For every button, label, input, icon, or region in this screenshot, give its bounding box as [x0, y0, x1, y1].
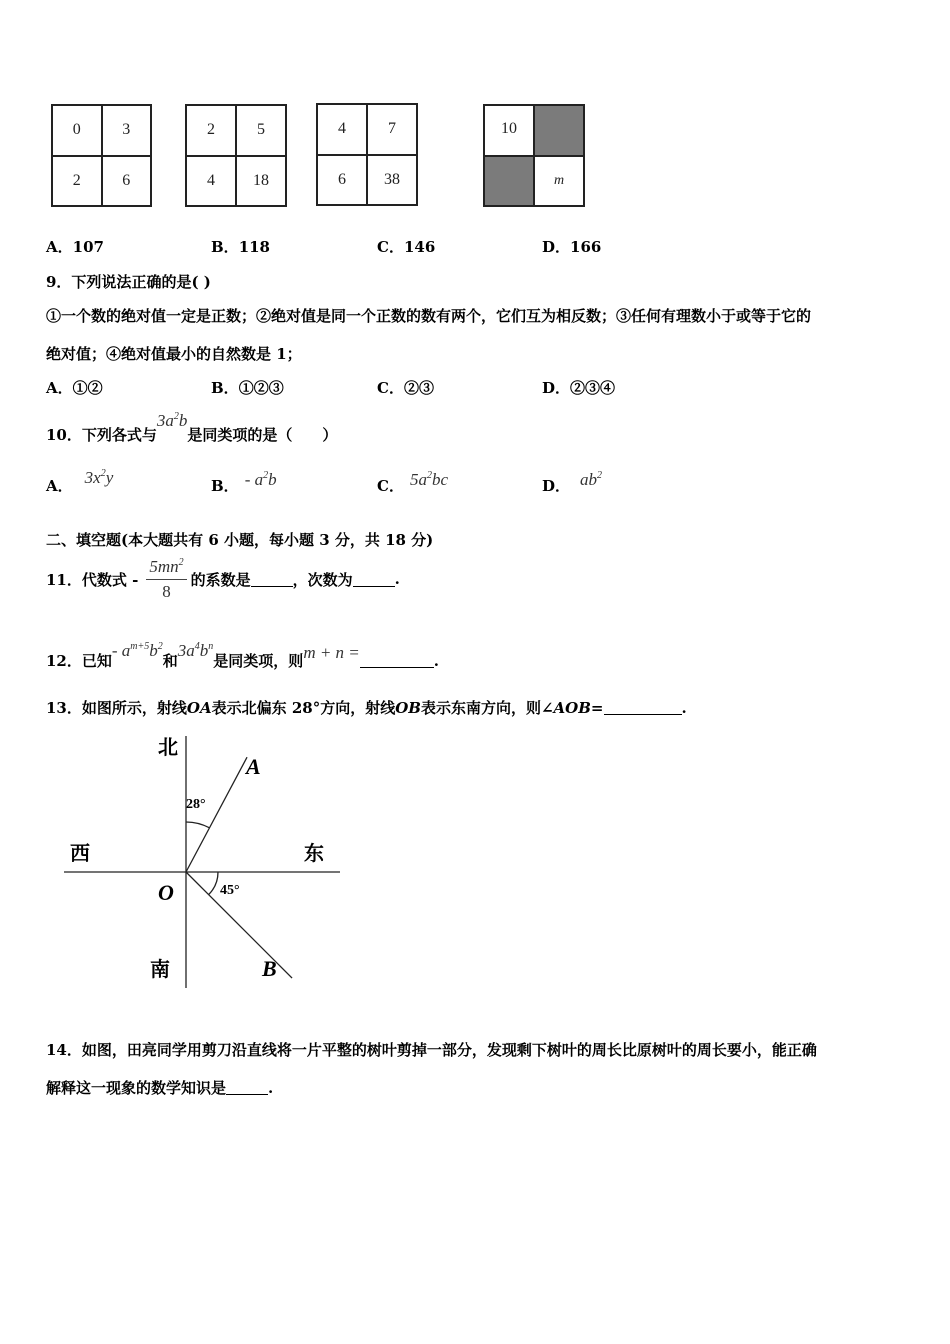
question-9-title: 9．下列说法正确的是( ) [46, 273, 211, 291]
term-exponent: m+5 [130, 641, 150, 652]
grid-cell: 10 [484, 105, 534, 156]
option-label: B． [211, 379, 239, 397]
option-value: 146 [403, 238, 436, 256]
grid-cell: 4 [317, 104, 367, 155]
expr-exponent: 2 [263, 470, 269, 481]
numerator-exponent: 2 [178, 556, 184, 568]
grid-cell: 18 [236, 156, 286, 207]
q13-end: . [681, 699, 687, 717]
term-exponent: 2 [157, 641, 163, 652]
q13-text: = [590, 699, 604, 717]
answer-blank[interactable] [353, 572, 395, 587]
term-base: 3a [177, 641, 195, 660]
expr-base: 3a [156, 411, 174, 430]
compass-direction-figure [60, 730, 350, 992]
option-label: B． [211, 238, 239, 256]
question-14-line2 [46, 1077, 273, 1098]
expr-tail: y [105, 468, 114, 487]
expr-base: - a [244, 470, 264, 489]
q13-text: 表示东南方向，则∠ [420, 699, 554, 717]
section-2-title: 二、填空题(本大题共有 6 小题，每小题 3 分，共 18 分) [46, 531, 434, 549]
numerator-text: 5mn [149, 556, 179, 576]
term-tail: b [199, 641, 209, 660]
option-b[interactable] [211, 236, 270, 257]
expr-tail: bc [431, 470, 448, 489]
q13-text: 表示北偏东 28°方向，射线 [211, 699, 396, 717]
option-value: ①② [72, 379, 103, 397]
q12-mid: 是同类项，则 [213, 652, 304, 670]
label-south: 南 [150, 957, 170, 981]
q11-suffix: 的系数是 [190, 570, 251, 589]
option-value: 118 [238, 238, 270, 256]
angle-arc-28 [186, 822, 209, 828]
q12-prefix: 12．已知 [46, 652, 112, 670]
label-north: 北 [158, 735, 178, 759]
number-grid-2 [185, 104, 287, 207]
option-label: D． [542, 379, 571, 397]
option-value: ①②③ [238, 379, 284, 397]
option-expression [580, 470, 602, 489]
expr-tail: b [178, 411, 188, 430]
question-11 [46, 555, 400, 603]
expr-exponent: 2 [426, 470, 432, 481]
angle-arc-45 [209, 872, 218, 895]
answer-blank[interactable] [226, 1080, 268, 1095]
question-9-body-line2: 绝对值；④绝对值最小的自然数是 1； [46, 345, 302, 363]
ray-oa-label: OA [186, 699, 212, 717]
label-point-b: B [262, 956, 277, 981]
option-label: C． [377, 379, 404, 397]
q12-term-2 [178, 641, 214, 660]
term-base: - a [111, 641, 131, 660]
label-east: 东 [304, 841, 324, 865]
q9-option-c[interactable] [377, 377, 434, 398]
answer-blank[interactable] [360, 653, 434, 668]
option-c[interactable] [377, 236, 435, 257]
label-point-a: A [246, 754, 261, 779]
label-point-o: O [158, 880, 174, 905]
option-expression [85, 468, 114, 487]
option-a[interactable] [46, 236, 104, 257]
grid-cell: 5 [236, 105, 286, 156]
question-13 [46, 697, 687, 718]
expr-exponent: 2 [173, 411, 179, 422]
option-label: A． [46, 379, 73, 397]
term-tail: b [149, 641, 158, 660]
q14-text: 解释这一现象的数学知识是 [46, 1079, 227, 1097]
q9-option-d[interactable] [542, 377, 615, 398]
number-grid-1 [51, 104, 152, 207]
grid-cell: 6 [102, 156, 152, 207]
grid-cell: 6 [317, 155, 367, 206]
fraction-denominator: 8 [162, 581, 171, 601]
option-value: 166 [570, 238, 602, 256]
option-label: A． [46, 238, 73, 256]
option-label: A． [46, 477, 73, 495]
q9-option-a[interactable] [46, 377, 103, 398]
angle-aob-label: AOB [553, 699, 591, 717]
option-label: C． [377, 238, 404, 256]
answer-blank[interactable] [604, 700, 682, 715]
number-grid-4 [483, 104, 585, 207]
option-label: C． [377, 477, 404, 495]
q10-expression [157, 411, 188, 430]
grid-cell: 38 [367, 155, 417, 206]
option-expression [245, 470, 277, 489]
q10-suffix: 是同类项的是（ ） [187, 426, 338, 444]
option-label: D． [542, 477, 571, 495]
q9-option-b[interactable] [211, 377, 284, 398]
option-d[interactable] [542, 236, 601, 257]
answer-blank[interactable] [251, 572, 293, 587]
question-14-line1: 14．如图，田亮同学用剪刀沿直线将一片平整的树叶剪掉一部分，发现剩下树叶的周长比原树叶的周长要小，能正确 [46, 1041, 817, 1059]
q10-option-c[interactable] [377, 470, 448, 496]
number-grid-3 [316, 103, 418, 206]
grid-cell: 3 [102, 105, 152, 156]
grid-cell-shaded [534, 105, 584, 156]
q10-prefix: 10．下列各式与 [46, 426, 157, 444]
term-exponent: 4 [194, 641, 200, 652]
label-angle-28: 28° [186, 797, 206, 812]
term-exponent: n [208, 641, 214, 652]
grid-cell: m [534, 156, 584, 207]
q12-term-1 [112, 641, 163, 660]
expr-base: 3x [84, 468, 101, 487]
fraction-numerator [146, 557, 186, 580]
ray-oa [186, 757, 247, 872]
question-10 [46, 411, 338, 445]
option-label: D． [542, 238, 571, 256]
grid-cell: 2 [186, 105, 236, 156]
q10-option-d[interactable] [542, 470, 603, 496]
grid-cell-shaded [484, 156, 534, 207]
option-label: B． [211, 477, 239, 495]
q12-and: 和 [162, 652, 178, 670]
q11-prefix: 11．代数式 - [46, 570, 139, 589]
option-value: ②③ [403, 379, 434, 397]
q11-middle: ，次数为 [292, 570, 353, 589]
q14-end: . [268, 1079, 274, 1097]
expr-exponent: 2 [100, 468, 106, 479]
expr-base: 5a [409, 470, 427, 489]
expr-tail: b [268, 470, 277, 489]
question-12 [46, 641, 440, 671]
option-expression [410, 470, 448, 489]
q10-option-a[interactable] [46, 468, 114, 496]
q11-end: . [394, 570, 400, 588]
expr-exponent: 2 [597, 470, 603, 481]
ray-ob-label: OB [395, 699, 421, 717]
label-angle-45: 45° [220, 883, 240, 898]
q12-end: . [433, 652, 440, 670]
grid-cell: 7 [367, 104, 417, 155]
q11-fraction [146, 557, 186, 602]
q13-text: 13．如图所示，射线 [46, 699, 187, 717]
q12-expression: m + n = [303, 643, 360, 662]
label-west: 西 [70, 841, 90, 865]
grid-cell: 2 [52, 156, 102, 207]
question-9-body-line1: ①一个数的绝对值一定是正数；②绝对值是同一个正数的数有两个，它们互为相反数；③任何有理数小于或等于它的 [46, 307, 812, 325]
option-value: 107 [72, 238, 104, 256]
option-value: ②③④ [570, 379, 616, 397]
expr-base: ab [580, 470, 598, 489]
grid-cell: 4 [186, 156, 236, 207]
grid-cell: 0 [52, 105, 102, 156]
q10-option-b[interactable] [211, 470, 277, 496]
